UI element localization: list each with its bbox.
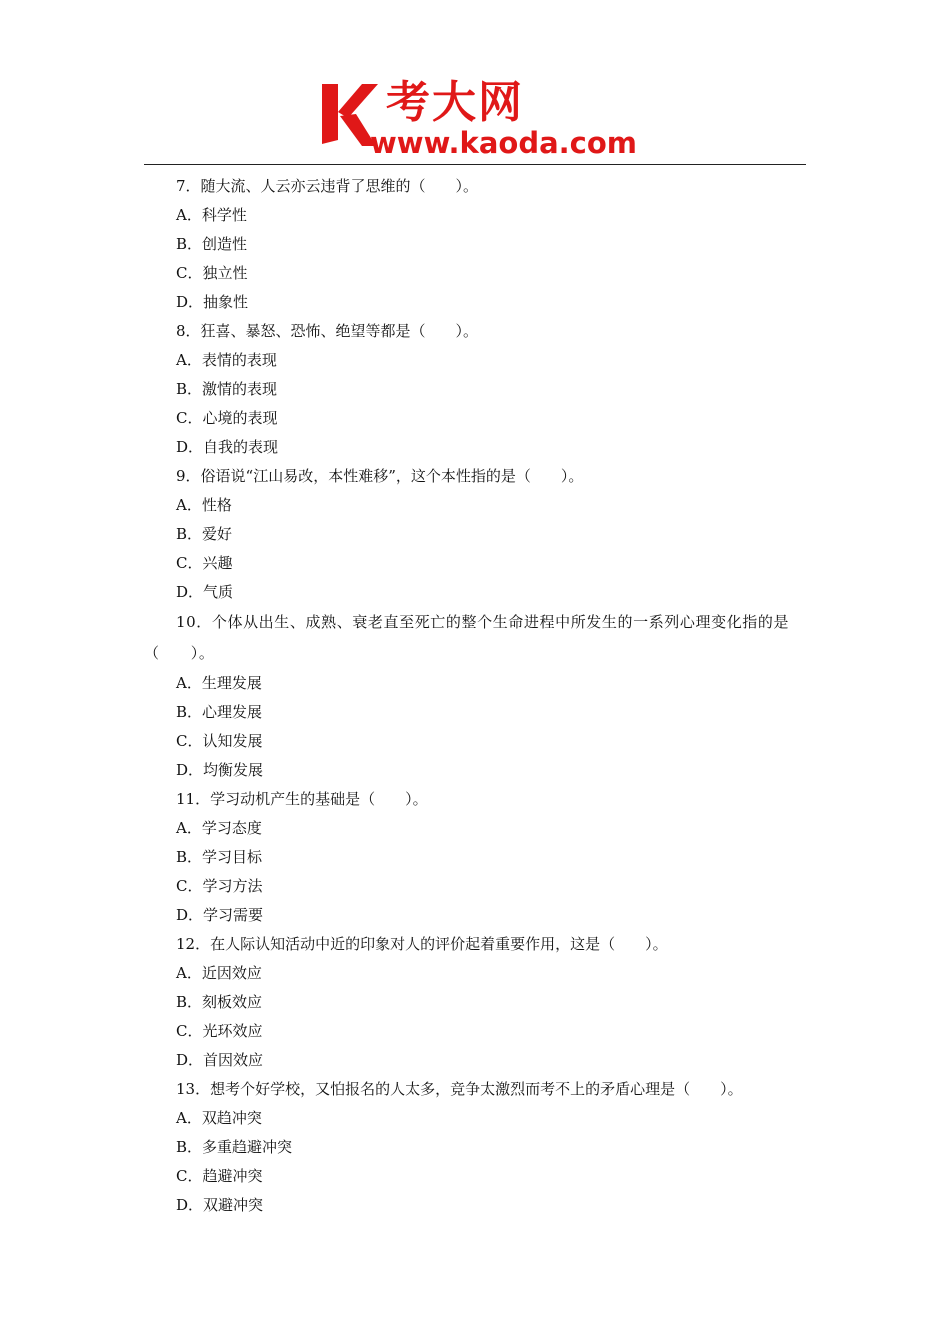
question-stem: 8．狂喜、暴怒、恐怖、绝望等都是（ ）。 — [176, 322, 479, 340]
logo-website-url: www.kaoda.com — [370, 126, 637, 160]
question-stem: 10．个体从出生、成熟、衰老直至死亡的整个生命进程中所发生的一系列心理变化指的是（ ）。 — [144, 613, 790, 662]
header-divider — [144, 164, 806, 165]
option: B．创造性 — [176, 235, 248, 253]
question-stem: 13．想考个好学校，又怕报名的人太多，竞争太激烈而考不上的矛盾心理是（ ）。 — [176, 1080, 743, 1098]
option: D．学习需要 — [176, 906, 264, 924]
option: B．激情的表现 — [176, 380, 278, 398]
question-stem: 12．在人际认知活动中近的印象对人的评价起着重要作用，这是（ ）。 — [176, 935, 668, 953]
option: B．学习目标 — [176, 848, 263, 866]
question-list — [144, 172, 808, 1220]
question-stem: 9．俗语说“江山易改，本性难移”，这个本性指的是（ ）。 — [176, 467, 584, 485]
question-stem: 11．学习动机产生的基础是（ ）。 — [176, 790, 428, 808]
option: C．学习方法 — [176, 877, 263, 895]
option: A．表情的表现 — [176, 351, 277, 369]
option: C．光环效应 — [176, 1022, 263, 1040]
kaoda-logo — [318, 78, 648, 160]
option: B．心理发展 — [176, 703, 263, 721]
option: C．兴趣 — [176, 554, 233, 572]
option: D．抽象性 — [176, 293, 249, 311]
option: D．自我的表现 — [176, 438, 279, 456]
option: B．爱好 — [176, 525, 233, 543]
logo-chinese-name: 考大网 — [386, 77, 524, 128]
option: D．均衡发展 — [176, 761, 264, 779]
option: B．多重趋避冲突 — [176, 1138, 293, 1156]
option: C．趋避冲突 — [176, 1167, 263, 1185]
option: B．刻板效应 — [176, 993, 263, 1011]
option: C．心境的表现 — [176, 409, 278, 427]
option: D．气质 — [176, 583, 234, 601]
question-stem: 7．随大流、人云亦云违背了思维的（ ）。 — [176, 177, 479, 195]
option: A．学习态度 — [176, 819, 262, 837]
option: A．生理发展 — [176, 674, 262, 692]
option: C．独立性 — [176, 264, 248, 282]
option: C．认知发展 — [176, 732, 263, 750]
page-header — [0, 0, 950, 168]
option: A．双趋冲突 — [176, 1109, 262, 1127]
option: D．首因效应 — [176, 1051, 264, 1069]
option: A．科学性 — [176, 206, 247, 224]
option: D．双避冲突 — [176, 1196, 264, 1214]
option: A．性格 — [176, 496, 232, 514]
option: A．近因效应 — [176, 964, 262, 982]
